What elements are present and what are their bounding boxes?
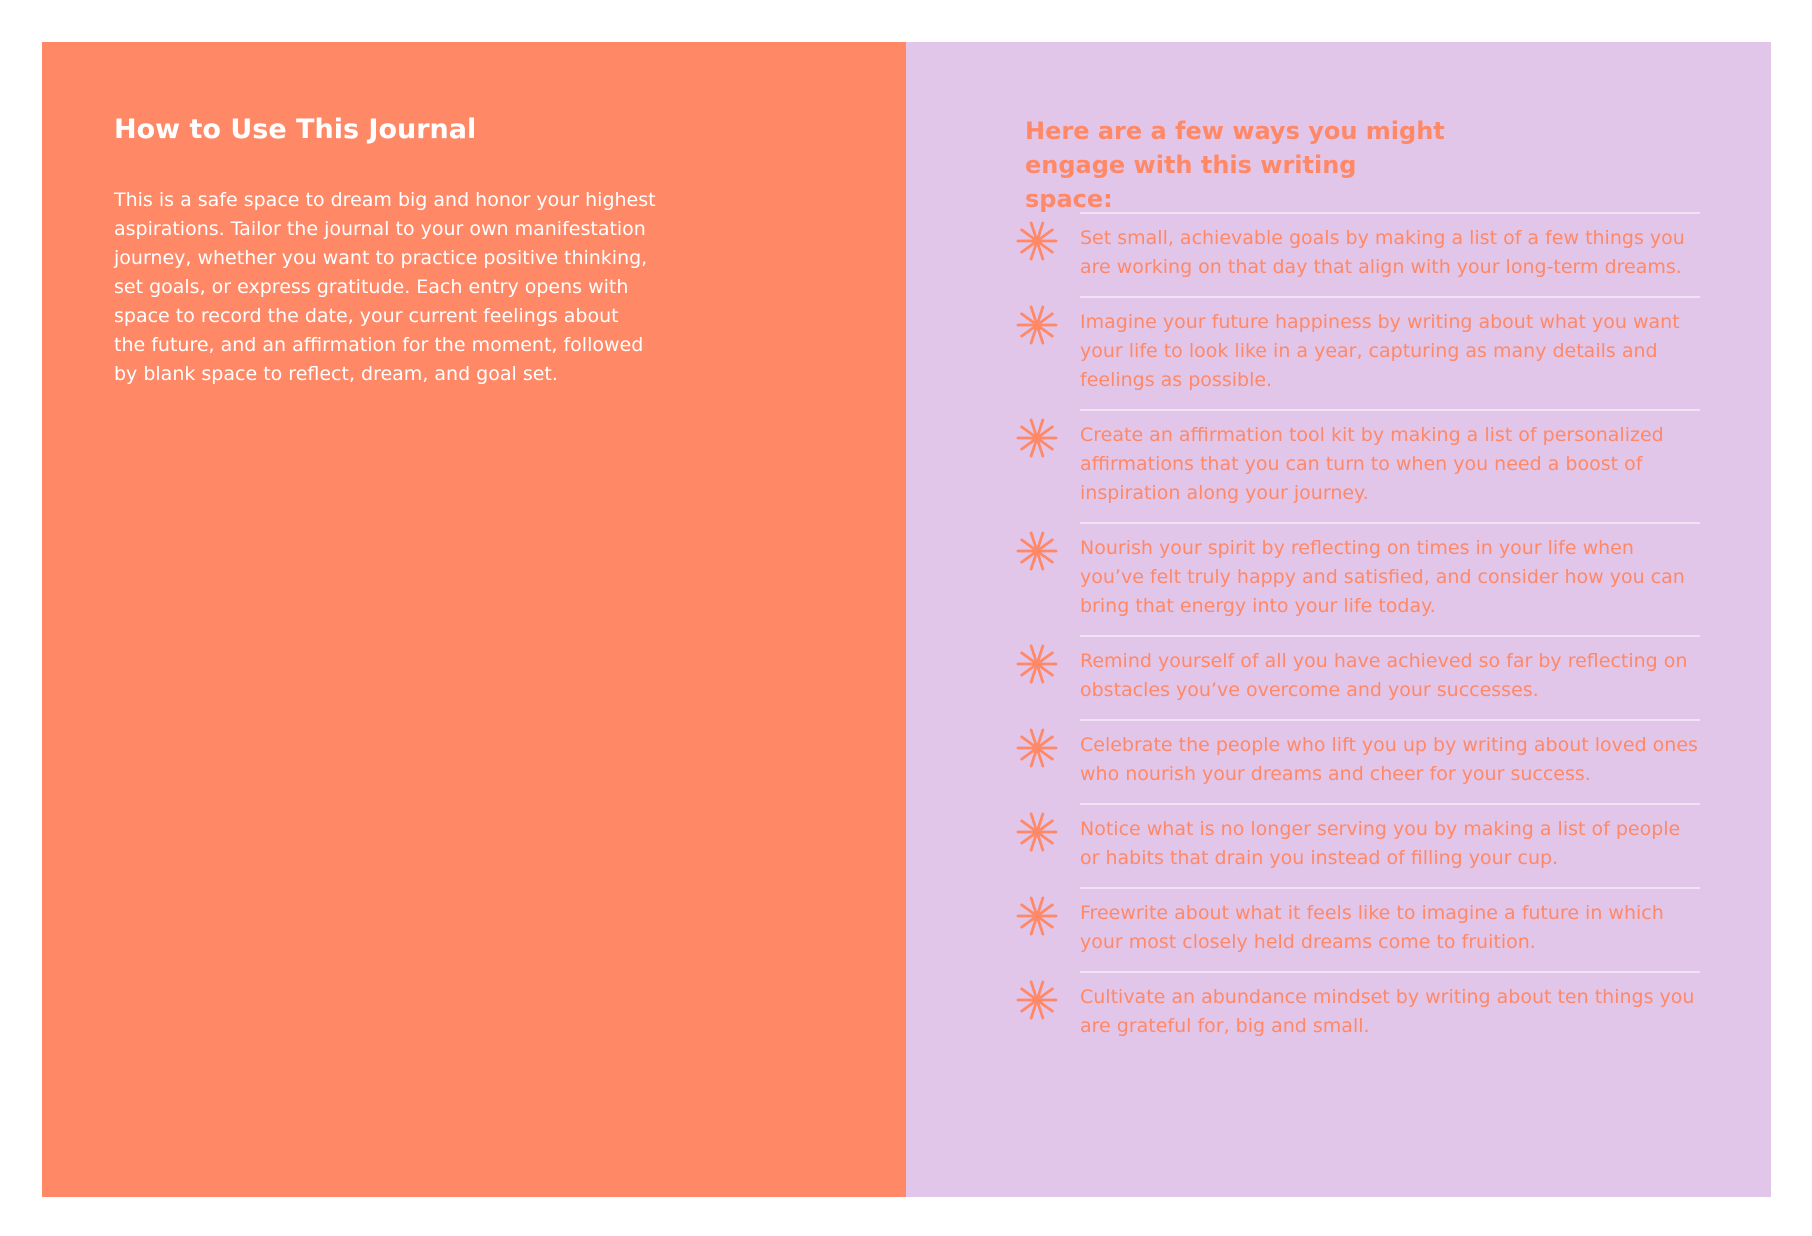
left-page xyxy=(42,42,906,1197)
list-item xyxy=(1080,971,1700,1055)
list-item xyxy=(1080,409,1700,522)
list-item xyxy=(1080,522,1700,635)
list-item-text: Set small, achievable goals by making a list of a few things you are working on that day that align with your long-term dreams. xyxy=(1080,227,1685,278)
ways-list xyxy=(906,212,1771,1055)
list-item xyxy=(1080,719,1700,803)
starburst-icon-graphic xyxy=(1016,530,1058,572)
starburst-icon-graphic xyxy=(1016,979,1058,1021)
list-item-text: Nourish your spirit by reflecting on times in your life when you’ve felt truly happy and satisfied, and consider how you can bring that energy into your life today. xyxy=(1080,537,1685,617)
list-item xyxy=(1080,803,1700,887)
list-item-text: Remind yourself of all you have achieved so far by reflecting on obstacles you’ve overcome and your successes. xyxy=(1080,650,1688,701)
starburst-icon-graphic xyxy=(1016,220,1058,262)
page-title: How to Use This Journal xyxy=(114,114,477,145)
list-item-text: Celebrate the people who lift you up by writing about loved ones who nourish your dreams and cheer for your success. xyxy=(1080,734,1698,785)
list-item-text: Notice what is no longer serving you by making a list of people or habits that drain you instead of filling your cup. xyxy=(1080,818,1681,869)
list-item-text: Create an affirmation tool kit by making a list of personalized affirmations that you can turn to when you need a boost of inspiration along your journey. xyxy=(1080,424,1664,504)
ways-heading: Here are a few ways you might engage with this writing space: xyxy=(1025,117,1445,213)
list-item xyxy=(1080,887,1700,971)
list-item-text: Cultivate an abundance mindset by writing about ten things you are grateful for, big and small. xyxy=(1080,986,1695,1037)
starburst-icon-graphic xyxy=(1016,304,1058,346)
list-item xyxy=(1080,212,1700,296)
starburst-icon-graphic xyxy=(1016,643,1058,685)
list-item xyxy=(1080,296,1700,409)
journal-spread xyxy=(42,42,1771,1197)
starburst-icon-graphic xyxy=(1016,727,1058,769)
list-item-text: Imagine your future happiness by writing about what you want your life to look like in a year, capturing as many details and feelings as possible. xyxy=(1080,311,1680,391)
starburst-icon-graphic xyxy=(1016,811,1058,853)
starburst-icon-graphic xyxy=(1016,895,1058,937)
right-page xyxy=(906,42,1771,1197)
list-item-text: Freewrite about what it feels like to imagine a future in which your most closely held dreams come to fruition. xyxy=(1080,902,1664,953)
intro-paragraph: This is a safe space to dream big and honor your highest aspirations. Tailor the journal to your own manifestation journey, whether you want to practice positive thinking, set goals, or express gratitude. Each entry opens with space to record the date, your current feelings about the future, and an affirmation for the moment, followed by blank space to reflect, dream, and goal set. xyxy=(114,189,656,386)
list-item xyxy=(1080,635,1700,719)
starburst-icon-graphic xyxy=(1016,417,1058,459)
